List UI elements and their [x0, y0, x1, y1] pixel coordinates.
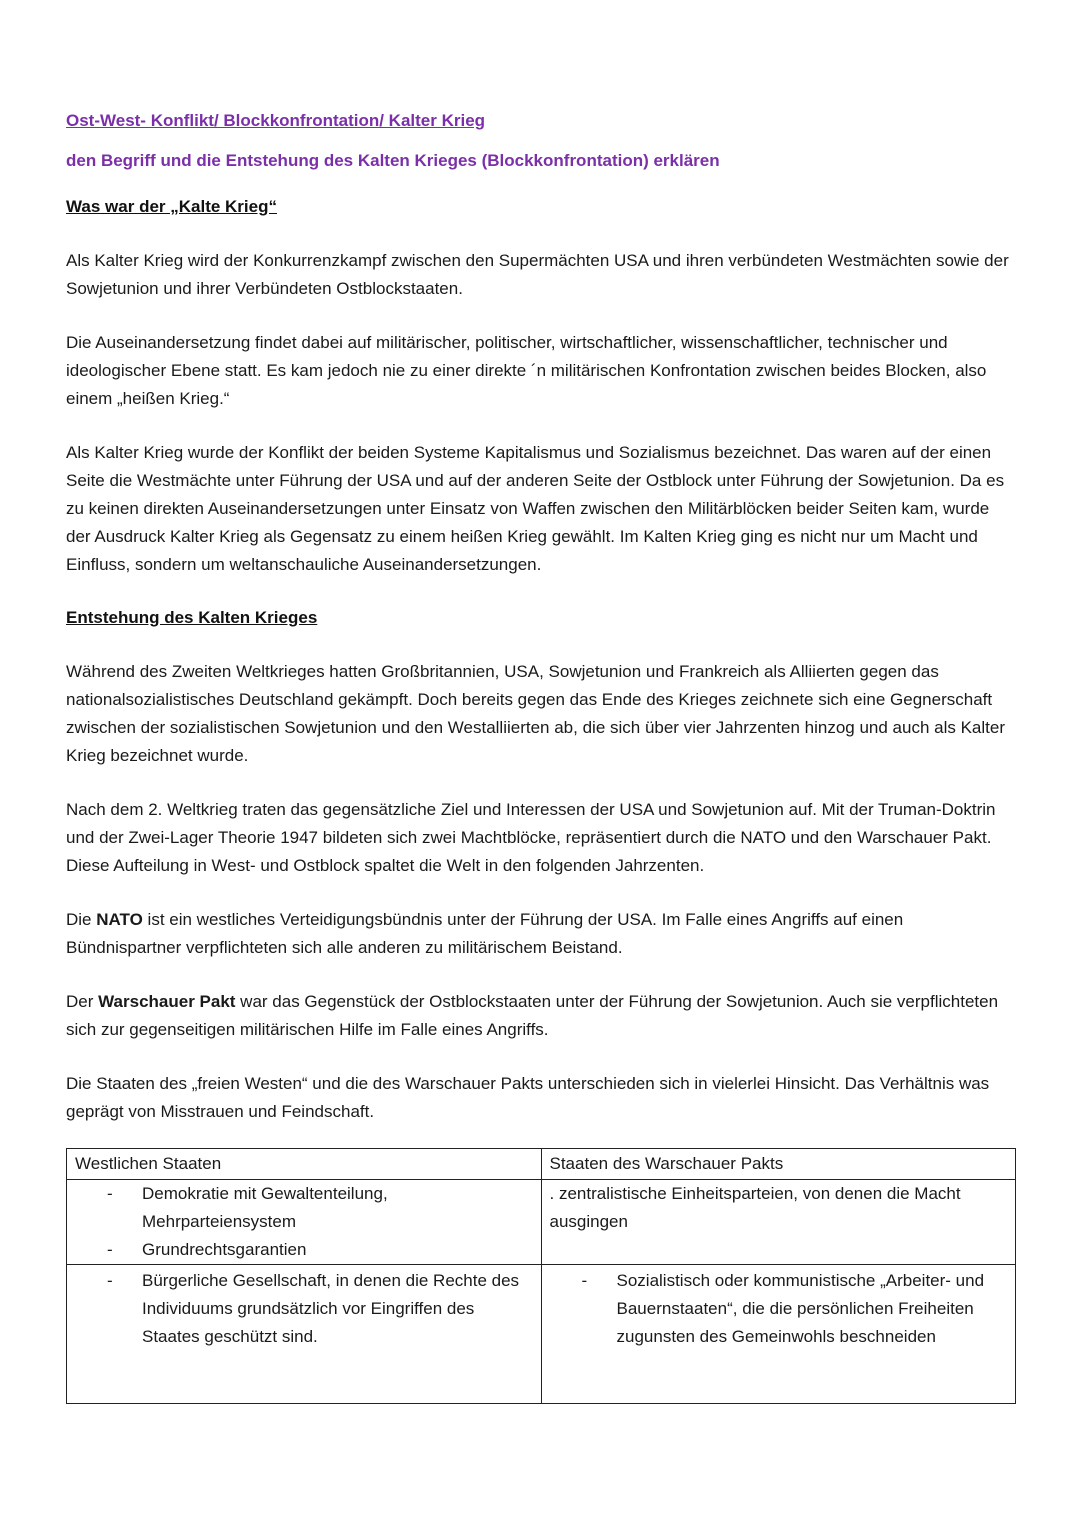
paragraph: Als Kalter Krieg wird der Konkurrenzkampf zwischen den Supermächten USA und ihren verbündeten Westmächten sowie der Sowjetunion und ihrer Verbündeten Ostblockstaaten.	[66, 251, 1009, 298]
text: Die	[66, 910, 97, 929]
list-item: - Demokratie mit Gewaltenteilung, Mehrparteiensystem	[75, 1180, 533, 1236]
table-cell-west	[67, 1149, 542, 1265]
table-cell-east	[541, 1149, 1016, 1265]
text: ist ein westliches Verteidigungsbündnis unter der Führung der USA. Im Falle eines Angriffs auf einen Bündnispartner verpflichteten sich alle anderen zu militärischem Beistand.	[66, 910, 904, 957]
paragraph-table-intro: Die Staaten des „freien Westen“ und die des Warschauer Pakts unterschieden sich in vielerlei Hinsicht. Das Verhältnis was geprägt von Misstrauen und Feindschaft.	[66, 1074, 990, 1121]
paragraph-warschauer-pakt	[66, 988, 1016, 1044]
column-header-east: Staaten des Warschauer Pakts	[542, 1149, 1016, 1180]
cell-text: . zentralistische Einheitsparteien, von denen die Macht ausgingen	[549, 1184, 961, 1231]
document-subtitle: den Begriff und die Entstehung des Kalten Krieges (Blockkonfrontation) erklären	[66, 151, 720, 170]
paragraph-nato	[66, 906, 1016, 962]
bold-term-nato: NATO	[96, 910, 143, 929]
table-row	[67, 1149, 1016, 1265]
text: war das Gegenstück der Ostblockstaaten unter der Führung der Sowjetunion. Auch sie verpflichteten sich zur gegenseitigen militärischen Hilfe im Falle eines Angriffs.	[66, 992, 999, 1039]
cell-content	[542, 1265, 1016, 1351]
paragraph: Als Kalter Krieg wurde der Konflikt der beiden Systeme Kapitalismus und Sozialismus bezeichnet. Das waren auf der einen Seite die Westmächte unter Führung der USA und auf der anderen Seite der Ostblock unter Führung der Sowjetunion. Da es zu keinen direkten Auseinandersetzungen unter Einsatz von Waffen zwischen den Militärblöcken beider Seiten kam, wurde der Ausdruck Kalter Krieg als Gegensatz zu einem heißen Krieg gewählt. Im Kalten Krieg ging es nicht nur um Macht und Einfluss, sondern um weltanschauliche Auseinandersetzungen.	[66, 443, 1005, 574]
column-header-west: Westlichen Staaten	[67, 1149, 541, 1180]
document-page	[66, 108, 1016, 1404]
paragraph: Nach dem 2. Weltkrieg traten das gegensätzliche Ziel und Interessen der USA und Sowjetunion auf. Mit der Truman-Doktrin und der Zwei-Lager Theorie 1947 bildeten sich zwei Machtblöcke, repräsentiert durch die NATO und den Warschauer Pakt. Diese Aufteilung in West- und Ostblock spaltet die Welt in den folgenden Jahrzenten.	[66, 800, 996, 875]
table-cell-east	[541, 1265, 1016, 1404]
section-heading-kalter-krieg: Was war der „Kalte Krieg“	[66, 197, 277, 216]
section-heading-entstehung: Entstehung des Kalten Krieges	[66, 608, 318, 627]
cell-content	[67, 1265, 541, 1351]
bold-term-warschauer-pakt: Warschauer Pakt	[98, 992, 236, 1011]
table-row	[67, 1265, 1016, 1404]
cell-content	[67, 1180, 541, 1264]
list-item: - Bürgerliche Gesellschaft, in denen die Rechte des Individuums grundsätzlich vor Eingriffen des Staates geschützt sind.	[75, 1267, 533, 1351]
comparison-table	[66, 1148, 1016, 1404]
paragraph: Während des Zweiten Weltkrieges hatten Großbritannien, USA, Sowjetunion und Frankreich als Alliierten gegen das nationalsozialistisches Deutschland gekämpft. Doch bereits gegen das Ende des Krieges zeichnete sich eine Gegnerschaft zwischen der sozialistischen Sowjetunion und den Westalliierten ab, die sich über vier Jahrzenten hinzog und auch als Kalter Krieg bezeichnet wurde.	[66, 662, 1006, 765]
table-cell-west	[67, 1265, 542, 1404]
paragraph: Die Auseinandersetzung findet dabei auf militärischer, politischer, wirtschaftlicher, wissenschaftlicher, technischer und ideologischer Ebene statt. Es kam jedoch nie zu einer direkte ´n militärischen Konfrontation zwischen beides Blocken, also einem „heißen Krieg.“	[66, 333, 987, 408]
list-item: - Sozialistisch oder kommunistische „Arbeiter- und Bauernstaaten“, die die persönlichen Freiheiten zugunsten des Gemeinwohls beschneiden	[550, 1267, 1008, 1351]
list-item: - Grundrechtsgarantien	[75, 1236, 533, 1264]
text: Der	[66, 992, 99, 1011]
document-title: Ost-West- Konflikt/ Blockkonfrontation/ Kalter Krieg	[66, 111, 486, 130]
